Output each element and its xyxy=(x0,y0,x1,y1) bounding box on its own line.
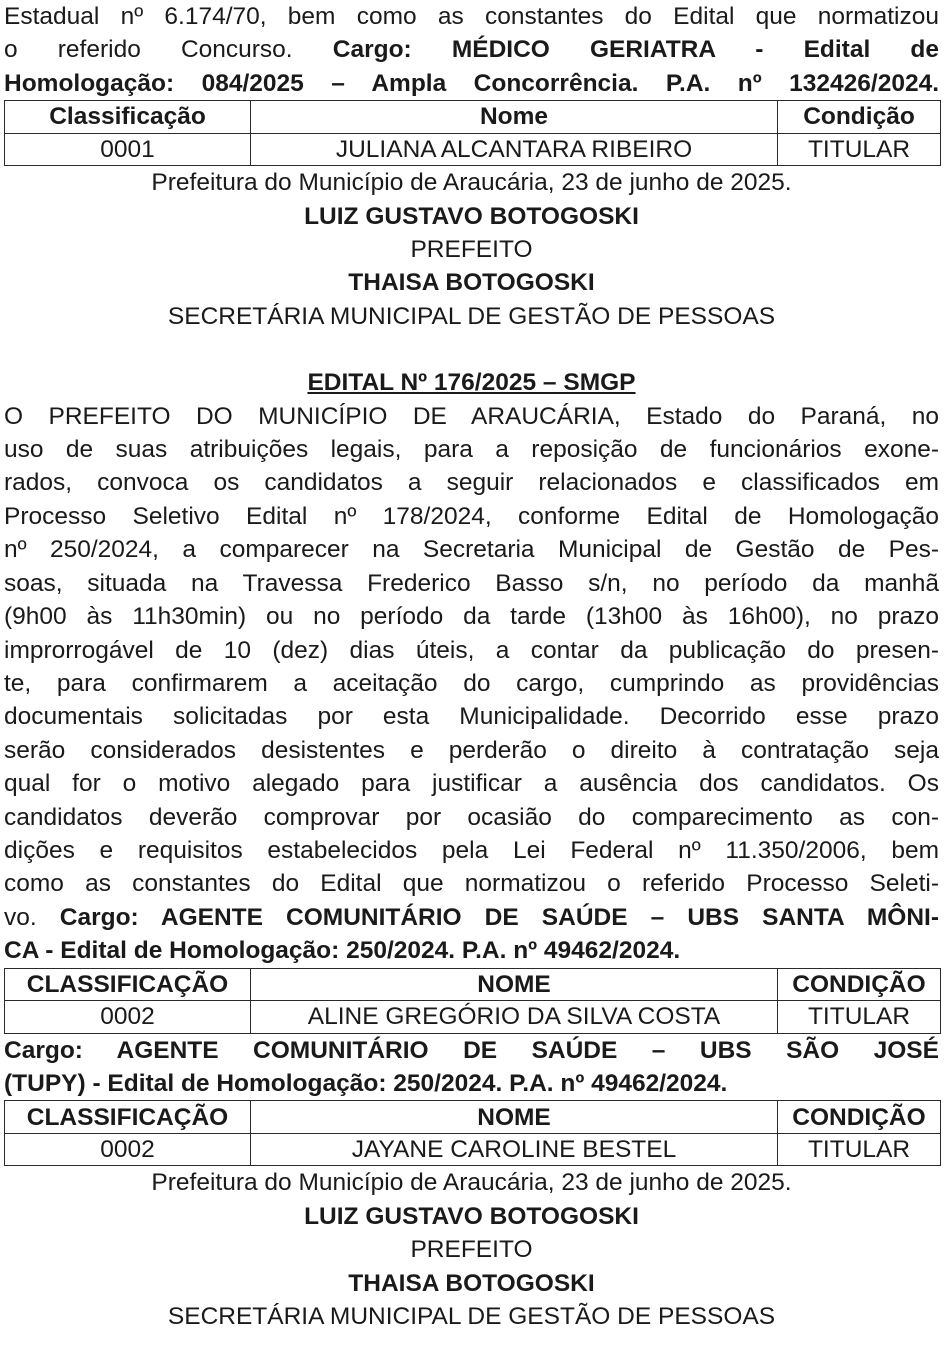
intro-text: Estadual nº 6.174/70, bem como as constantes do Edital que normatizou xyxy=(4,3,939,30)
signer-title: PREFEITO xyxy=(410,1236,533,1264)
signer-name: THAISA BOTOGOSKI xyxy=(348,1269,595,1297)
signer-title: SECRETÁRIA MUNICIPAL DE GESTÃO DE PESSOAS xyxy=(167,302,776,330)
body-line: Processo Seletivo Edital nº 178/2024, conforme Edital de Homologação xyxy=(4,502,939,530)
candidates-table xyxy=(4,968,941,1034)
cargo-title: Homologação: 084/2025 – Ampla Concorrência. P.A. nº 132426/2024. xyxy=(4,69,939,97)
cargo-title-continued xyxy=(4,67,939,100)
signer-name: THAISA BOTOGOSKI xyxy=(348,269,595,297)
body-line: qual for o motivo alegado para justificar a ausência dos candidatos. Os xyxy=(4,770,939,798)
table-cell: JAYANE CAROLINE BESTEL xyxy=(251,1133,778,1166)
table-header-row xyxy=(5,968,941,1001)
table-cell: JULIANA ALCANTARA RIBEIRO xyxy=(251,133,778,166)
body-line: serão considerados desistentes e perderão o direito à contratação seja xyxy=(4,736,939,764)
intro-cargo-line xyxy=(4,33,939,66)
body-line: dições e requisitos estabelecidos pela Lei Federal nº 11.350/2006, bem xyxy=(4,836,939,864)
candidates-table xyxy=(4,100,941,166)
signer-title: PREFEITO xyxy=(410,236,533,264)
column-header: CONDIÇÃO xyxy=(778,1101,941,1134)
table-row xyxy=(5,1133,941,1166)
table-row xyxy=(5,1001,941,1034)
body-line: (9h00 às 11h30min) ou no período da tarde (13h00 às 16h00), no prazo xyxy=(4,603,939,631)
table-cell: 0002 xyxy=(5,1133,251,1166)
table-cell: 0001 xyxy=(5,133,251,166)
table-cell: TITULAR xyxy=(778,1133,941,1166)
edital-heading: EDITAL Nº 176/2025 – SMGP xyxy=(307,369,636,397)
body-line: O PREFEITO DO MUNICÍPIO DE ARAUCÁRIA, Estado do Paraná, no xyxy=(4,402,939,430)
table-cell: TITULAR xyxy=(778,133,941,166)
date-line: Prefeitura do Município de Araucária, 23 de junho de 2025. xyxy=(151,169,792,197)
table-cell: ALINE GREGÓRIO DA SILVA COSTA xyxy=(251,1001,778,1034)
table-cell: TITULAR xyxy=(778,1001,941,1034)
date-line: Prefeitura do Município de Araucária, 23 de junho de 2025. xyxy=(151,1169,792,1197)
column-header: CLASSIFICAÇÃO xyxy=(5,968,251,1001)
body-line: rados, convoca os candidatos a seguir relacionados e classificados em xyxy=(4,469,939,497)
body-line: candidatos deverão comprovar por ocasião do comparecimento as con- xyxy=(4,803,939,831)
body-line: soas, situada na Travessa Frederico Basso s/n, no período da manhã xyxy=(4,569,939,597)
cargo-title: Cargo: AGENTE COMUNITÁRIO DE SAÚDE – UBS SÃO JOSÉ xyxy=(4,1036,939,1064)
edital-body xyxy=(4,400,939,968)
body-line: como as constantes do Edital que normatizou o referido Processo Seleti- xyxy=(4,870,939,898)
cargo-title: Cargo: MÉDICO GERIATRA - Edital de xyxy=(332,36,939,64)
column-header: CLASSIFICAÇÃO xyxy=(5,1101,251,1134)
body-line: nº 250/2024, a comparecer na Secretaria Municipal de Gestão de Pes- xyxy=(4,536,939,564)
column-header: NOME xyxy=(251,968,778,1001)
signer-name: LUIZ GUSTAVO BOTOGOSKI xyxy=(304,202,639,230)
body-line: documentais solicitadas por esta Municipalidade. Decorrido esse prazo xyxy=(4,703,939,731)
cargo-title-continued: (TUPY) - Edital de Homologação: 250/2024. P.A. nº 49462/2024. xyxy=(4,1069,728,1097)
table-header-row xyxy=(5,101,941,134)
signer-title: SECRETÁRIA MUNICIPAL DE GESTÃO DE PESSOAS xyxy=(167,1303,776,1330)
body-line: uso de suas atribuições legais, para a reposição de funcionários exone- xyxy=(4,436,939,464)
table-cell: 0002 xyxy=(5,1001,251,1034)
column-header: Classificação xyxy=(5,101,251,134)
body-line: improrrogável de 10 (dez) dias úteis, a contar da publicação do presen- xyxy=(4,636,939,664)
intro-line xyxy=(4,0,939,33)
cargo-title: Cargo: AGENTE COMUNITÁRIO DE SAÚDE – UBS SANTA MÔNI- xyxy=(59,903,939,931)
body-text: vo. xyxy=(4,903,37,931)
column-header: CONDIÇÃO xyxy=(778,968,941,1001)
candidates-table xyxy=(4,1100,941,1166)
column-header: Nome xyxy=(251,101,778,134)
body-line: te, para confirmarem a aceitação do cargo, cumprindo as providências xyxy=(4,669,939,697)
column-header: Condição xyxy=(778,101,941,134)
intro-text: o referido Concurso. xyxy=(4,36,293,64)
signer-name: LUIZ GUSTAVO BOTOGOSKI xyxy=(304,1202,639,1230)
table-header-row xyxy=(5,1101,941,1134)
table-row xyxy=(5,133,941,166)
section-spacer xyxy=(4,333,939,366)
body-line-cargo xyxy=(4,901,939,934)
cargo-title-continued: CA - Edital de Homologação: 250/2024. P.A. nº 49462/2024. xyxy=(4,937,681,965)
column-header: NOME xyxy=(251,1101,778,1134)
